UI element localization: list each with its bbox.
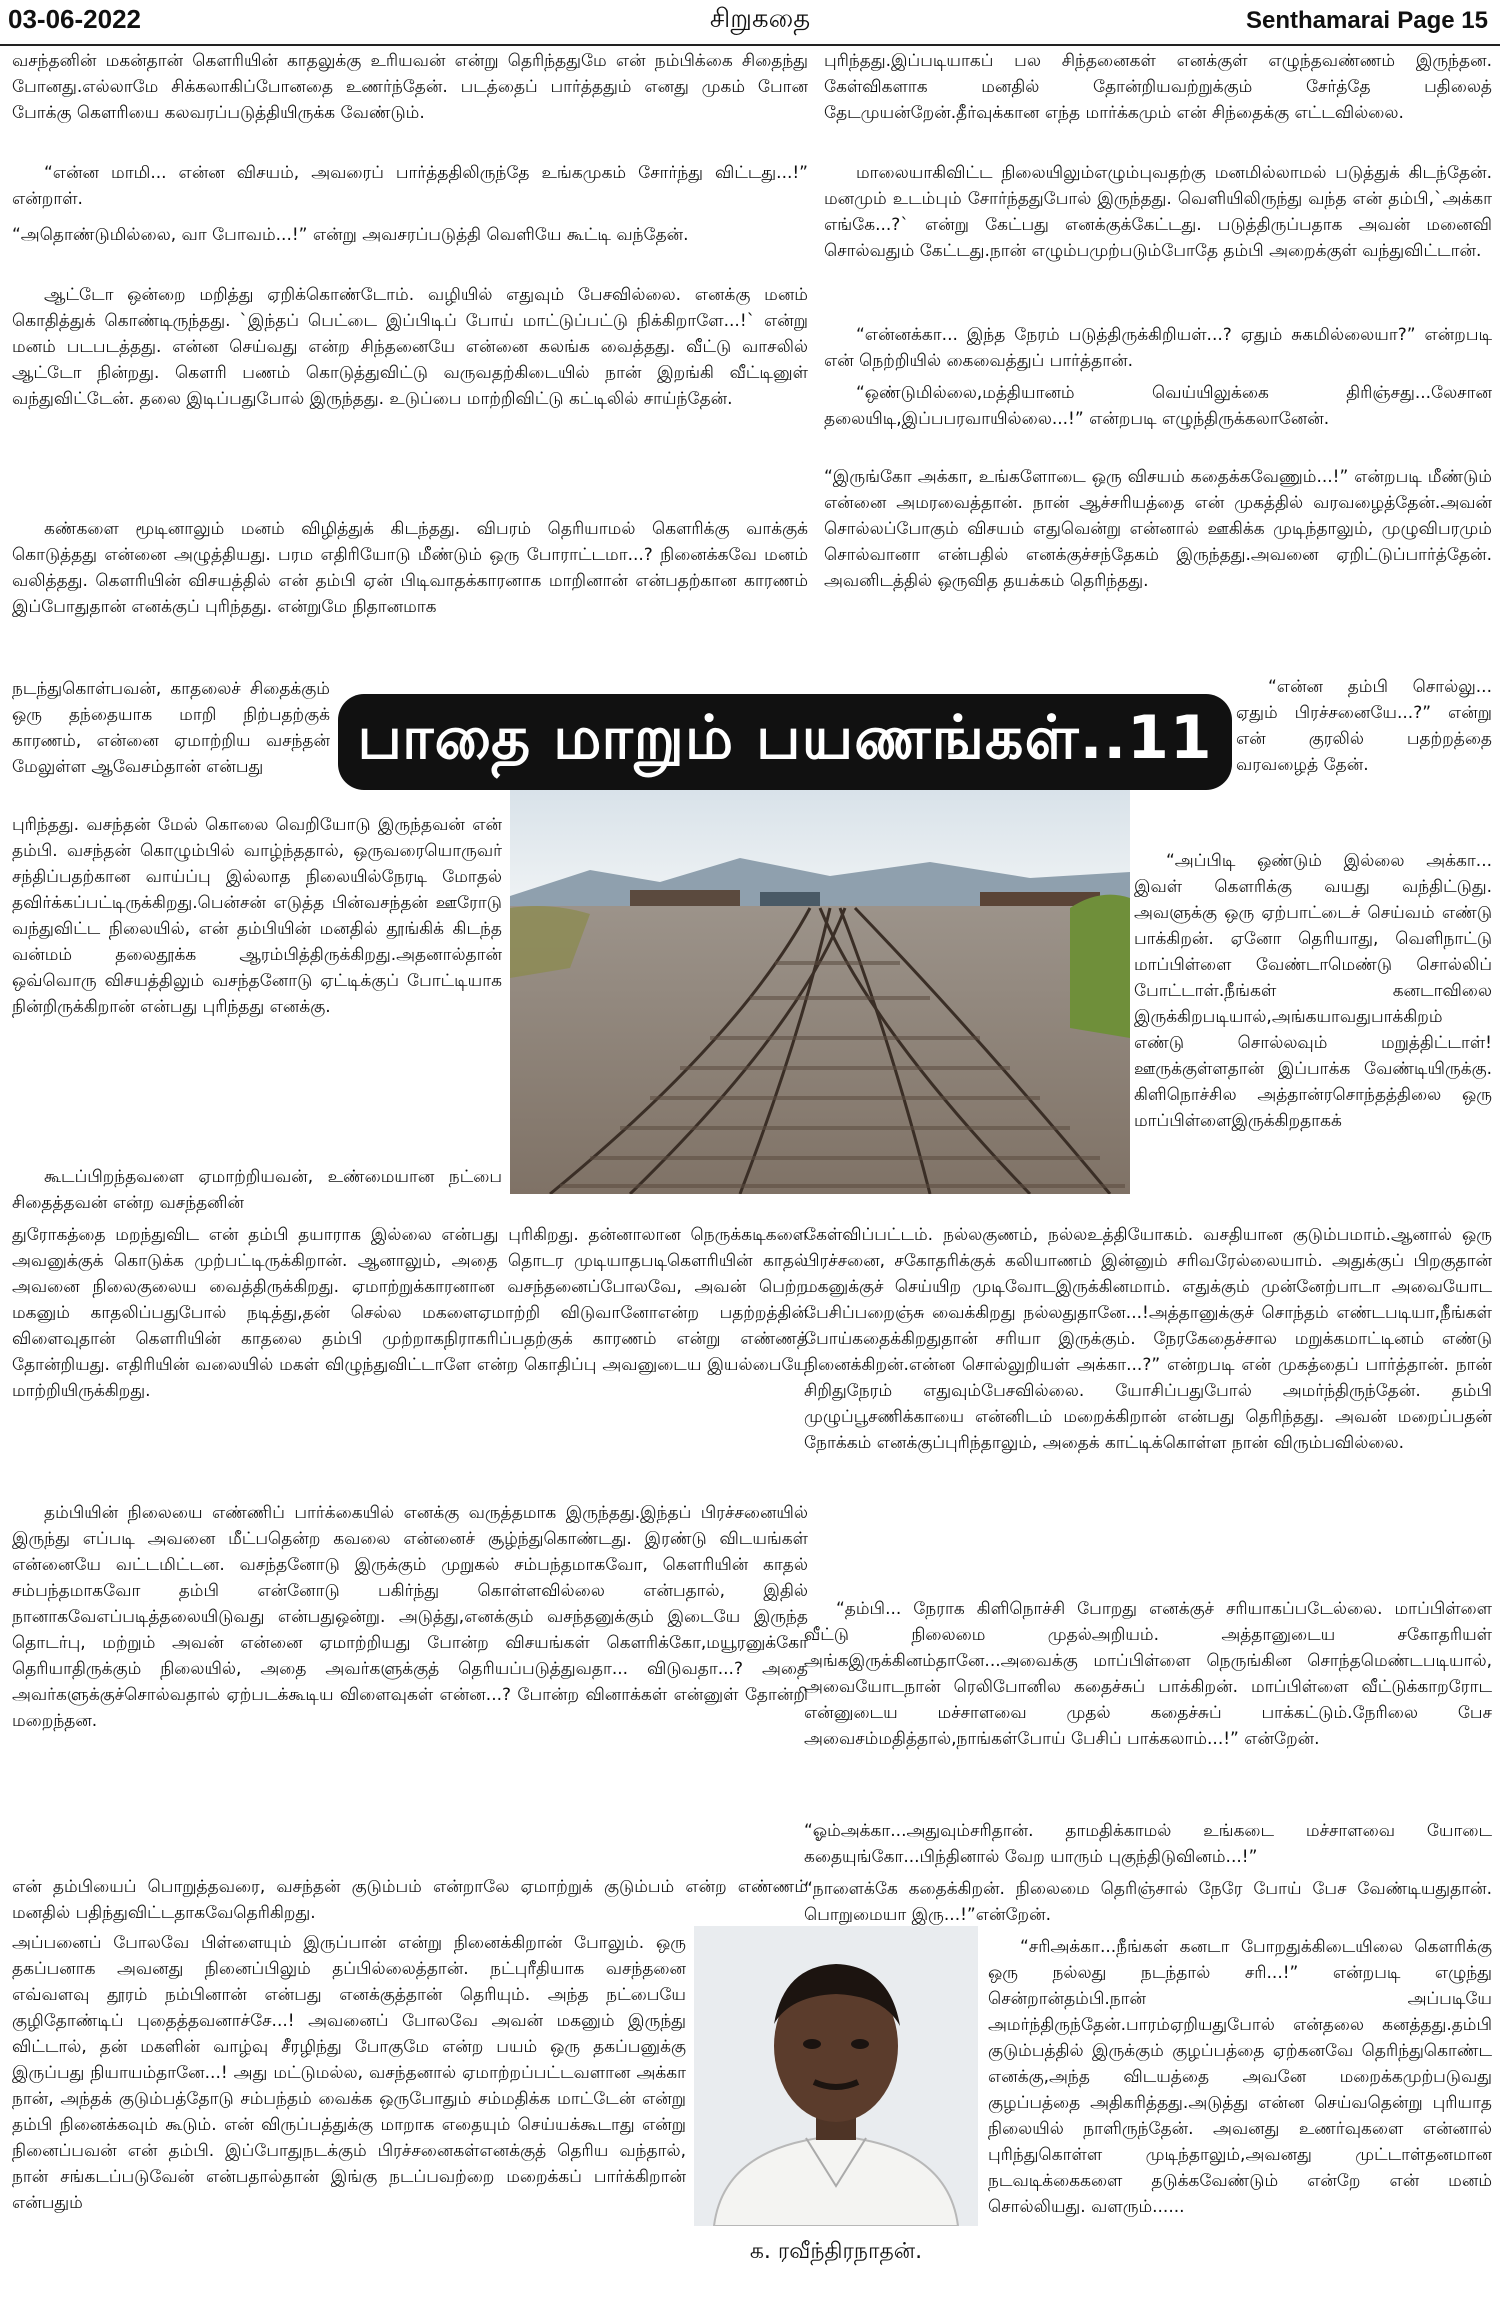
story-paragraph: “என்ன மாமி... என்ன விசயம், அவரைப் பார்த்ததிலிருந்தே உங்கமுகம் சோர்ந்து விட்டது...!” என்றாள். — [12, 163, 808, 209]
story-paragraph: “நாளைக்கே கதைக்கிறன். நிலைமை தெரிஞ்சால் நேரே போய் பேச வேண்டியதுதான். பொறுமையா இரு...!”என்றேன். — [804, 1879, 1492, 1925]
page-header — [0, 0, 1500, 46]
story-paragraph: ஆட்டோ ஒன்றை மறித்து ஏறிக்கொண்டோம். வழியில் எதுவும் பேசவில்லை. எனக்கு மனம் கொதித்துக் கொண்டிருந்தது. `இந்தப் பெட்டை இப்பிடிப் போய் மாட்டுப்பட்டு நிக்கிறாளே...!` என்று மனம் படபடத்தது. என்ன செய்வது என்ற சிந்தனையே என்னை கலங்க வைத்தது. வீட்டு வாசலில் ஆட்டோ நின்றது. கௌரி பணம் கொடுத்துவிட்டு வருவதற்கிடையில் நான் இறங்கி வீட்டினுள் வந்துவிட்டேன். தலை இடிப்பதுபோல் இருந்தது. உடுப்பை மாற்றிவிட்டு கட்டிலில் சாய்ந்தேன். — [12, 285, 808, 409]
story-paragraph: “இருங்கோ அக்கா, உங்களோடை ஒரு விசயம் கதைக்கவேணும்...!” என்றபடி மீண்டும் என்னை அமரவைத்தான். நான் ஆச்சரியத்தை என் முகத்தில் வரவழைத்தேன்.அவன் சொல்லப்போகும் விசயம் எதுவென்று என்னால் ஊகிக்க முடிந்தாலும், முழுவிபரமும் சொல்வானா என்பதில் எனக்குச்சந்தேகம் இருந்தது.அவனை ஏறிட்டுப்பார்த்தேன். அவனிடத்தில் ஒருவித தயக்கம் தெரிந்தது. — [824, 467, 1492, 591]
story-paragraph: “ஓம்அக்கா...அதுவும்சரிதான். தாமதிக்காமல் உங்கடை மச்சாளவை யோடை கதையுங்கோ...பிந்தினால் வேற யாரும் புகுந்திடுவினம்...!” — [804, 1821, 1492, 1867]
story-paragraph: துரோகத்தை மறந்துவிட என் தம்பி தயாராக இல்லை என்பது புரிகிறது. தன்னாலான நெருக்கடிகளை அவனுக்குக் கொடுக்க முற்பட்டிருக்கிறான். ஆனாலும், அதை தொடர முடியாதபடிகௌரியின் காதல் அவனை நிலைகுலைய வைத்திருக்கிறது. ஏமாற்றுக்காரனான வசந்தனைப்போலவே, அவன் பெற்ற மகனும் காதலிப்பதுபோல் நடித்து,தன் செல்ல மகளைஏமாற்றி விடுவானோஎன்ற பதற்றத்தின் விளைவுதான் கௌரியின் காதலை தம்பி முற்றாகநிராகரிப்பதற்குக் காரணம் என்று எண்ணத் தோன்றியது. எதிரியின் வலையில் மகள் விழுந்துவிட்டாளே என்ற கொதிப்பு அவனுடைய இயல்பையே மாற்றியிருக்கிறது. — [12, 1225, 808, 1401]
story-paragraph: அப்பனைப் போலவே பிள்ளையும் இருப்பான் என்று நினைக்கிறான் போலும். ஒரு தகப்பனாக அவனது நினைப்பிலும் தப்பில்லைத்தான். நட்புரீதியாக வசந்தனை எவ்வளவு தூரம் நம்பினான் என்பது எனக்குத்தான் தெரியும். அந்த நட்பையே குழிதோண்டிப் புதைத்தவனாச்சே...! அவனைப் போலவே அவன் மகனும் இருந்து விட்டால், தன் மகளின் வாழ்வு சீரழிந்து போகுமே என்ற பயம் ஒரு தகப்பனுக்கு இருப்பது நியாயம்தானே...! அது மட்டுமல்ல, வசந்தனால் ஏமாற்றப்பட்டவளான அக்கா நான், அந்தக் குடும்பத்தோடு சம்பந்தம் வைக்க ஒருபோதும் சம்மதிக்க மாட்டேன் என்று தம்பி நினைக்கவும் கூடும். என் விருப்பத்துக்கு மாறாக எதையும் செய்யக்கூடாது என்று நினைப்பவன் என் தம்பி. இப்போதுநடக்கும் பிரச்சனைகள்எனக்குத் தெரிய வந்தால், நான் சங்கடப்படுவேன் என்பதால்தான் இங்கு நடப்பவற்றை மறைக்கப் பார்க்கிறான் என்பதும் — [12, 1933, 686, 2213]
story-paragraph: புரிந்தது. வசந்தன் மேல் கொலை வெறியோடு இருந்தவன் என் தம்பி. வசந்தன் கொழும்பில் வாழ்ந்ததால், ஒருவரையொருவர் சந்திப்பதற்கான வாய்ப்பு இல்லாத நிலையில்நேரடி மோதல் தவிர்க்கப்பட்டிருக்கிறது.பென்சன் எடுத்த பின்வசந்தன் ஊரோடு வந்துவிட்ட நிலையில், என் தம்பியின் மனதில் தூங்கிக் கிடந்த வன்மம் தலைதூக்க ஆரம்பித்திருக்கிறது.அதனால்தான் ஒவ்வொரு விசயத்திலும் வசந்தனோடு ஏட்டிக்குப் போட்டியாக நின்றிருக்கிறான் என்பது புரிந்தது எனக்கு. — [12, 815, 502, 1017]
story-paragraph: “தம்பி... நேராக கிளிநொச்சி போறது எனக்குச் சரியாகப்படேல்லை. மாப்பிள்ளை வீட்டு நிலைமை முதல்அறியம். அத்தானுடைய சகோதரியள் அங்கஇருக்கினம்தானே...அவைக்கு மாப்பிள்ளை நெருங்கின சொந்தமெண்டபடியால், அவையோடநான் ரெலிபோனில கதைச்சுப் பாக்கிறன். மாப்பிள்ளை வீட்டுக்காறரோட என்னுடைய மச்சாளவை முதல் கதைச்சுப் பாக்கட்டும்.நேரிலை பேச அவைசம்மதித்தால்,நாங்கள்போய் பேசிப் பாக்கலாம்...!” என்றேன். — [804, 1599, 1492, 1749]
story-paragraph: வசந்தனின் மகன்தான் கௌரியின் காதலுக்கு உரியவன் என்று தெரிந்ததுமே என் நம்பிக்கை சிதைந்து போனது.எல்லாமே சிக்கலாகிப்போனதை உணர்ந்தேன். படத்தைப் பார்த்ததும் எனது முகம் போன போக்கு கௌரியை கலவரப்படுத்தியிருக்க வேண்டும். — [12, 51, 808, 123]
story-paragraph: “அதொண்டுமில்லை, வா போவம்...!” என்று அவசரப்படுத்தி வெளியே கூட்டி வந்தேன். — [12, 225, 689, 245]
story-paragraph: கேள்விப்பட்டம். நல்லகுணம், நல்லஉத்தியோகம். வசதியான குடும்பமாம்.ஆனால் ஒரு பிரச்சனை, சகோதரிக்குக் கலியாணம் இன்னும் சரிவரேல்லையாம். அதுக்குப் பிறகுதான் மகனுக்குச் செய்யிற முடிவோடஇருக்கினமாம். எதுக்கும் முன்னேற்பாடா அவையோட பேசிப்பறைஞ்சு வைக்கிறது நல்லதுதானே...!அத்தானுக்குச் சொந்தம் எண்டபடியா,நீங்கள் போய்கதைக்கிறதுதான் சரியா இருக்கும். நேரகேதைச்சால மறுக்கமாட்டினம் எண்டு நினைக்கிறன்.என்ன சொல்லுறியள் அக்கா...?” என்றபடி என் முகத்தைப் பார்த்தான். நான் சிறிதுநேரம் எதுவும்பேசவில்லை. யோசிப்பதுபோல் அமர்ந்திருந்தேன். தம்பி முழுப்பூசணிக்காயை என்னிடம் மறைக்கிறான் என்பது தெரிந்தது. அவன் மறைப்பதன் நோக்கம் எனக்குப்புரிந்தாலும், அதைக் காட்டிக்கொள்ள நான் விரும்பவில்லை. — [804, 1225, 1492, 1453]
story-paragraph: புரிந்தது.இப்படியாகப் பல சிந்தனைகள் எனக்குள் எழுந்தவண்ணம் இருந்தன. கேள்விகளாக மனதில் தோன்றியவற்றுக்கும் சேர்த்தே பதிலைத் தேடமுயன்றேன்.தீர்வுக்கான எந்த மார்க்கமும் என் சிந்தைக்கு எட்டவில்லை. — [824, 51, 1492, 123]
story-paragraph: தம்பியின் நிலையை எண்ணிப் பார்க்கையில் எனக்கு வருத்தமாக இருந்தது.இந்தப் பிரச்சனையில் இருந்து எப்படி அவனை மீட்பதென்ற கவலை என்னைச் சூழ்ந்துகொண்டது. இரண்டு விடயங்கள் என்னையே வட்டமிட்டன. வசந்தனோடு இருக்கும் முறுகல் சம்பந்தமாகவோ, கௌரியின் காதல் சம்பந்தமாகவோ தம்பி என்னோடு பகிர்ந்து கொள்ளவில்லை என்பதால், இதில் நானாகவேஎப்படித்தலையிடுவது என்பதுஒன்று. அடுத்து,எனக்கும் வசந்தனுக்கும் இடையே இருந்த தொடர்பு, மற்றும் அவன் என்னை ஏமாற்றியது போன்ற விசயங்கள் கௌரிக்கோ,மயூரனுக்கோ தெரியாதிருக்கும் நிலையில், அதை அவர்களுக்குத் தெரியப்படுத்துவதா... விடுவதா...? அதை அவர்களுக்குச்சொல்வதால் ஏற்படக்கூடிய விளைவுகள் என்ன...? போன்ற வினாக்கள் என்னுள் தோன்றி மறைந்தன. — [12, 1503, 808, 1731]
story-paragraph: நடந்துகொள்பவன், காதலைச் சிதைக்கும் ஒரு தந்தையாக மாறி நிற்பதற்குக் காரணம், என்னை ஏமாற்றிய வசந்தன் மேலுள்ள ஆவேசம்தான் என்பது — [12, 679, 330, 777]
story-paragraph: மாலையாகிவிட்ட நிலையிலும்எழும்புவதற்கு மனமில்லாமல் படுத்துக் கிடந்தேன். மனமும் உடம்பும் சோர்ந்ததுபோல் இருந்தது. வெளியிலிருந்து வந்த என் தம்பி,`அக்கா எங்கே...?` என்று கேட்பது எனக்குக்கேட்டது. படுத்திருப்பதாக அவன் மனைவி சொல்வதும் கேட்டது.நான் எழும்பமுற்படும்போதே தம்பி அறைக்குள் வந்துவிட்டான். — [824, 163, 1492, 261]
story-paragraph: “என்னக்கா... இந்த நேரம் படுத்திருக்கிறியள்...? ஏதும் சுகமில்லையா?” என்றபடி என் நெற்றியில் கைவைத்துப் பார்த்தான். — [824, 325, 1492, 371]
page-number: Page 15 — [1397, 7, 1488, 34]
story-paragraph: என் தம்பியைப் பொறுத்தவரை, வசந்தன் குடும்பம் என்றாலே ஏமாற்றுக் குடும்பம் என்ற எண்ணம் மனதில் பதிந்துவிட்டதாகவேதெரிகிறது. — [12, 1877, 808, 1923]
publication-title: Senthamarai — [1245, 7, 1391, 34]
publication-name — [1246, 4, 1488, 35]
story-paragraph: கண்களை மூடினாலும் மனம் விழித்துக் கிடந்தது. விபரம் தெரியாமல் கௌரிக்கு வாக்குக் கொடுத்தது என்னை அழுத்தியது. பரம எதிரியோடு மீண்டும் ஒரு போராட்டமா...? நினைக்கவே மனம் வலித்தது. கௌரியின் விசயத்தில் என் தம்பி ஏன் பிடிவாதக்காரனாக மாறினான் என்பதற்கான காரணம் இப்போதுதான் எனக்குப் புரிந்தது. என்றுமே நிதானமாக — [12, 519, 808, 617]
railway-tracks-photo — [510, 778, 1130, 1194]
story-paragraph: “அப்பிடி ஒண்டும் இல்லை அக்கா... இவள் கௌரிக்கு வயது வந்திட்டுது. அவளுக்கு ஒரு ஏற்பாட்டைச் செய்வம் எண்டு பாக்கிறன். ஏனோ தெரியாது, வெளிநாட்டு மாப்பிள்ளை வேண்டாமெண்டு சொல்லிப் போட்டாள்.நீங்கள் கனடாவிலை இருக்கிறபடியால்,அங்கயாவதுபாக்கிறம் எண்டு சொல்லவும் மறுத்திட்டாள்! ஊருக்குள்ளதான் இப்பாக்க வேண்டியிருக்கு. கிளிநொச்சில அத்தான்ரசொந்தத்திலை ஒரு மாப்பிள்ளைஇருக்கிறதாகக் — [1134, 851, 1492, 1131]
section-label: சிறுகதை — [709, 4, 811, 34]
author-name: க. ரவீந்திரநாதன். — [749, 2239, 923, 2264]
story-title: பாதை மாறும் பயணங்கள்..11 — [357, 703, 1213, 773]
story-paragraph: கூடப்பிறந்தவளை ஏமாற்றியவன், உண்மையான நட்பை சிதைத்தவன் என்ற வசந்தனின் — [12, 1167, 502, 1213]
author-portrait — [694, 1926, 978, 2226]
story-paragraph: “சரிஅக்கா...நீங்கள் கனடா போறதுக்கிடையிலை கௌரிக்கு ஒரு நல்லது நடந்தால் சரி...!” என்றபடி எழுந்து சென்றான்தம்பி.நான் அப்படியே அமர்ந்திருந்தேன்.பாரம்ஏறியதுபோல் என்தலை கனத்தது.தம்பி குடும்பத்தில் இருக்கும் குழப்பத்தை ஏற்கனவே தெரிந்துகொண்ட எனக்கு,அந்த விடயத்தை அவனே மறைக்கமுற்படுவது குழப்பத்தை அதிகரித்தது.அடுத்து என்ன செய்வதென்று புரியாத நிலையில் நாளிருந்தேன். அவனது உணர்வுகளை என்னால் புரிந்துகொள்ள முடிந்தாலும்,அவனது முட்டாள்தனமான நடவடிக்கைகளை தடுக்கவேண்டும் என்றே என் மனம் சொல்லியது. வளரும்...... — [988, 1937, 1492, 2217]
story-paragraph: “ஒண்டுமில்லை,மத்தியானம் வெய்யிலுக்கை திரிஞ்சது...லேசான தலையிடி,இப்பபரவாயில்லை...!” என்றபடி எழுந்திருக்கலானேன். — [824, 383, 1492, 429]
story-title-banner — [338, 694, 1232, 790]
story-paragraph: “என்ன தம்பி சொல்லு... ஏதும் பிரச்சனையே...?” என்று என் குரலில் பதற்றத்தை வரவழைத் தேன். — [1236, 677, 1492, 775]
issue-date: 03-06-2022 — [8, 4, 141, 34]
